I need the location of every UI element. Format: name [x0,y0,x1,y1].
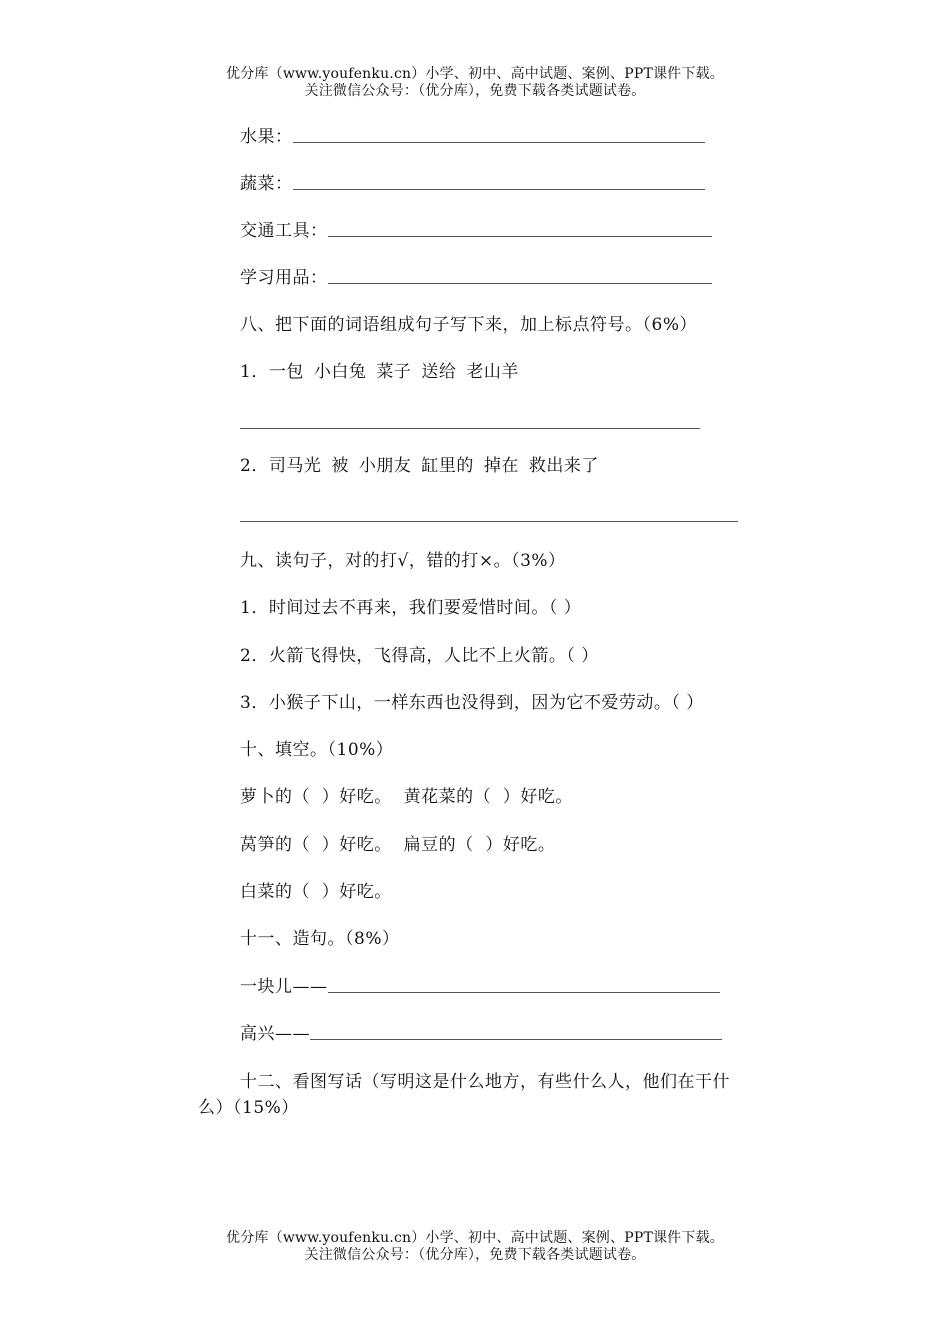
section-12-title-line-1: 十二、看图写话（写明这是什么地方，有些什么人，他们在干什 [240,1072,730,1092]
section-8-question-1 [240,361,529,383]
q1-answer-line[interactable] [240,428,700,429]
stationery-row [240,267,712,289]
section-9-item: 1．时间过去不再来，我们要爱惜时间。（ ） [240,598,582,618]
fruit-answer-line[interactable] [293,142,705,143]
section-10-line: 莴笋的（ ）好吃。 扁豆的（ ）好吃。 [240,835,556,855]
footer-line-1: 优分库（www.youfenku.cn）小学、初中、高中试题、案例、PPT课件下载。 [226,1230,724,1246]
sentence-word-1: 一块儿—— [240,977,328,997]
section-10-line: 白菜的（ ）好吃。 [240,882,392,902]
fruit-label: 水果： [240,127,293,147]
q1-word: 老山羊 [466,362,519,382]
vegetable-label: 蔬菜： [240,174,293,194]
q1-word: 小白兔 [313,362,367,382]
vegetable-row [240,173,705,195]
q1-word: 送给 [421,362,457,382]
sentence-answer-line-1[interactable] [328,992,720,993]
sentence-row-2 [240,1023,722,1045]
q2-word: 救出来了 [528,456,599,476]
q1-word: 一包 [268,362,304,382]
q1-number: 1． [240,362,269,382]
q2-word: 缸里的 [421,456,474,476]
section-9-item: 2．火箭飞得快，飞得高，人比不上火箭。（ ） [240,646,599,666]
sentence-row-1 [240,976,720,998]
section-10-title: 十、填空。（10%） [240,740,394,760]
q2-word: 司马光 [268,456,322,476]
q2-word: 被 [331,456,349,476]
vegetable-answer-line[interactable] [293,189,705,190]
header-line-2: 关注微信公众号：（优分库），免费下载各类试题试卷。 [304,83,646,99]
q2-number: 2． [240,456,269,476]
section-12-title-line-2: 么）（15%） [198,1098,299,1118]
fruit-row [240,126,705,148]
sentence-word-2: 高兴—— [240,1024,310,1044]
section-10-line: 萝卜的（ ）好吃。 黄花菜的（ ）好吃。 [240,787,573,807]
section-8-question-2 [240,455,609,477]
q2-answer-line[interactable] [240,521,738,522]
section-9-item: 3．小猴子下山，一样东西也没得到，因为它不爱劳动。（ ） [240,693,704,713]
q1-word: 菜子 [376,362,412,382]
section-11-title: 十一、造句。（8%） [240,929,400,949]
q2-word: 掉在 [483,456,519,476]
page-footer [0,1230,950,1264]
transport-label: 交通工具： [240,221,328,241]
section-8-title: 八、把下面的词语组成句子写下来，加上标点符号。（6%） [240,315,697,335]
transport-row [240,220,712,242]
stationery-answer-line[interactable] [328,283,712,284]
footer-line-2: 关注微信公众号：（优分库），免费下载各类试题试卷。 [304,1247,646,1263]
page-header [0,66,950,100]
q2-word: 小朋友 [358,456,412,476]
section-9-title: 九、读句子，对的打√，错的打×。（3%） [240,551,566,571]
header-line-1: 优分库（www.youfenku.cn）小学、初中、高中试题、案例、PPT课件下载。 [226,66,724,82]
sentence-answer-line-2[interactable] [310,1039,722,1040]
transport-answer-line[interactable] [328,236,712,237]
stationery-label: 学习用品： [240,268,328,288]
